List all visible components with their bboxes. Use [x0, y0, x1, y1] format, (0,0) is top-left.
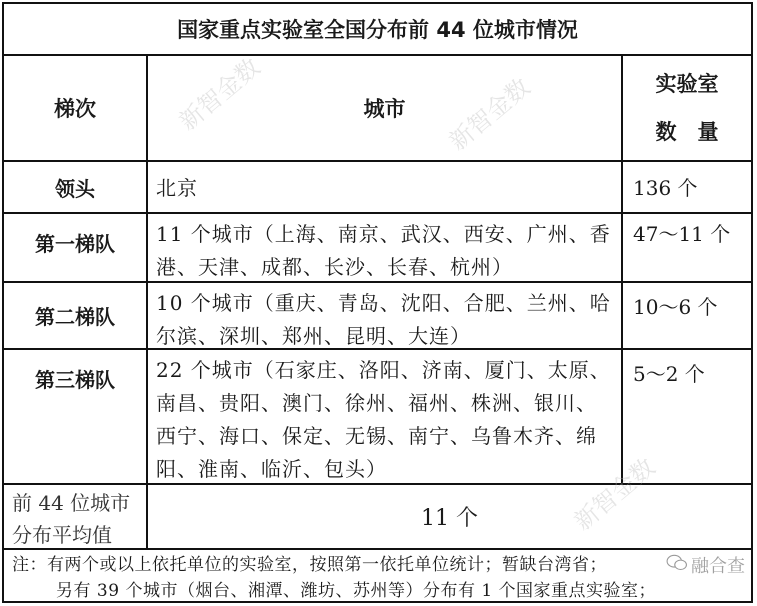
header-city-text: 城市 — [363, 97, 406, 121]
tier-cell — [4, 162, 148, 212]
header-city — [148, 56, 623, 160]
count-text: 47～11 个 — [633, 222, 731, 246]
header-count-line2: 数 量 — [655, 120, 719, 144]
note-line2: 另有 39 个城市（烟台、湘潭、潍坊、苏州等）分布有 1 个国家重点实验室； — [56, 581, 657, 601]
header-count-line1: 实验室 — [655, 72, 719, 96]
average-row — [4, 485, 751, 550]
tier-label: 领头 — [55, 176, 95, 201]
table-title-text: 国家重点实验室全国分布前 44 位城市情况 — [177, 18, 578, 42]
count-cell — [623, 350, 751, 483]
tier-label: 第二梯队 — [35, 305, 115, 329]
header-tier — [4, 56, 148, 160]
cities-text: 11 个城市（上海、南京、武汉、西安、广州、香港、天津、成都、长沙、长春、杭州） — [156, 222, 611, 279]
tier-label: 第三梯队 — [35, 368, 115, 392]
count-cell — [623, 162, 751, 212]
watermark: 新智金数 — [173, 52, 266, 136]
table-title — [4, 4, 751, 56]
city-lab-distribution-table — [2, 2, 753, 603]
tier-cell — [4, 214, 148, 281]
cities-text: 北京 — [156, 176, 198, 200]
table-row — [4, 283, 751, 350]
count-text: 5～2 个 — [633, 362, 705, 386]
wechat-icon — [666, 554, 688, 577]
tier-label: 第一梯队 — [35, 232, 115, 256]
watermark: 新智金数 — [443, 72, 536, 156]
brand-badge — [666, 552, 745, 578]
header-row — [4, 56, 751, 162]
tier-cell — [4, 283, 148, 348]
table-row — [4, 214, 751, 283]
table-row — [4, 350, 751, 485]
count-cell — [623, 214, 751, 281]
average-label-line2: 分布平均值 — [12, 523, 112, 547]
count-text: 10～6 个 — [633, 295, 718, 319]
watermark: 新智金数 — [568, 452, 661, 536]
cities-cell — [148, 350, 623, 483]
cities-cell — [148, 283, 623, 348]
average-value-cell — [148, 485, 751, 548]
header-tier-text: 梯次 — [54, 97, 96, 121]
table-row — [4, 162, 751, 214]
count-text: 136 个 — [633, 176, 698, 200]
average-value: 11 个 — [421, 506, 478, 531]
brand-label: 融合查 — [691, 556, 745, 577]
average-label-line1: 前 44 位城市 — [12, 491, 131, 515]
note-row — [4, 550, 751, 603]
header-count — [623, 56, 751, 160]
cities-text: 10 个城市（重庆、青岛、沈阳、合肥、兰州、哈尔滨、深圳、郑州、昆明、大连） — [156, 291, 611, 348]
note-line1: 注：有两个或以上依托单位的实验室，按照第一依托单位统计；暂缺台湾省； — [12, 555, 607, 575]
average-label-cell — [4, 485, 148, 548]
cities-cell — [148, 214, 623, 281]
count-cell — [623, 283, 751, 348]
tier-cell — [4, 350, 148, 483]
cities-text: 22 个城市（石家庄、洛阳、济南、厦门、太原、南昌、贵阳、澳门、徐州、福州、株洲、银川、西宁、海口、保定、无锡、南宁、乌鲁木齐、绵阳、淮南、临沂、包头） — [156, 358, 611, 481]
cities-cell — [148, 162, 623, 212]
